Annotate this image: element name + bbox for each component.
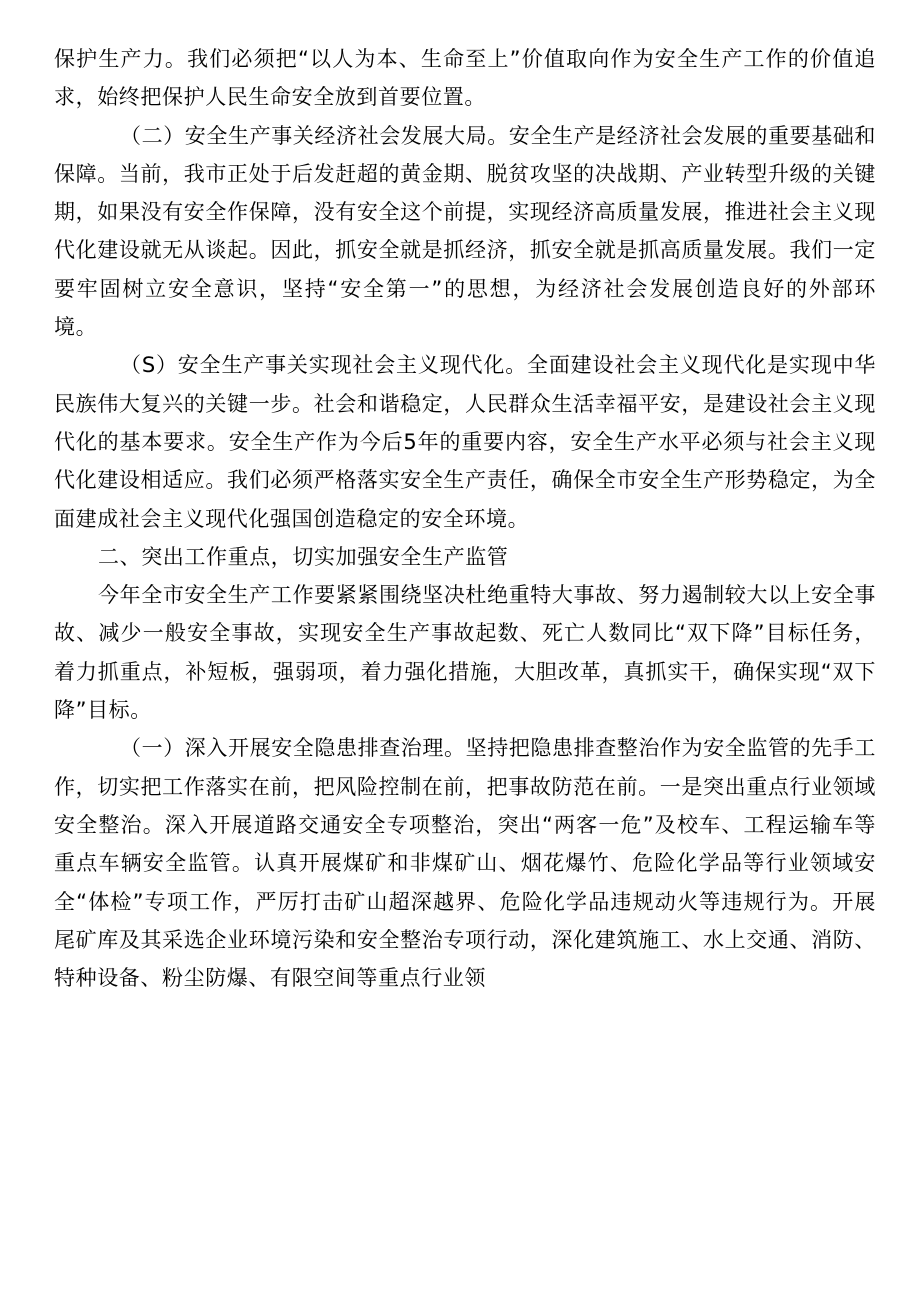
section-heading: 二、突出工作重点，切实加强安全生产监管 <box>98 544 509 569</box>
body-paragraph: 保护生产力。我们必须把“以人为本、生命至上”价值取向作为安全生产工作的价值追求，始终把保护人民生命安全放到首要位置。 <box>54 47 876 110</box>
body-paragraph-goals: 今年全市安全生产工作要紧紧围绕坚决杜绝重特大事故、努力遏制较大以上安全事故、减少一般安全事故，实现安全生产事故起数、死亡人数同比“双下降”目标任务，着力抓重点，补短板，强弱项，着力强化措施，大胆改革，真抓实干，确保实现“双下降”目标。 <box>54 583 876 723</box>
section-paragraph-hazard-inspection: （一）深入开展安全隐患排查治理。坚持把隐患排查整治作为安全监管的先手工作，切实把工作落实在前，把风险控制在前，把事故防范在前。一是突出重点行业领域安全整治。深入开展道路交通安全专项整治，突出“两客一危”及校车、工程运输车等重点车辆安全监管。认真开展煤矿和非煤矿山、烟花爆竹、危险化学品等行业领域安全“体检”专项工作，严厉打击矿山超深越界、危险化学品违规动火等违规行为。开展尾矿库及其采选企业环境污染和安全整治专项行动，深化建筑施工、水上交通、消防、特种设备、粉尘防爆、有限空间等重点行业领 <box>54 736 876 991</box>
section-paragraph-modernization: （S）安全生产事关实现社会主义现代化。全面建设社会主义现代化是实现中华民族伟大复兴的关键一步。社会和谐稳定，人民群众生活幸福平安，是建设社会主义现代化的基本要求。安全生产作为今后5年的重要内容，安全生产水平必须与社会主义现代化建设相适应。我们必须严格落实安全生产责任，确保全市安全生产形势稳定，为全面建成社会主义现代化强国创造稳定的安全环境。 <box>54 353 876 531</box>
document-page <box>54 40 876 997</box>
section-paragraph-economy: （二）安全生产事关经济社会发展大局。安全生产是经济社会发展的重要基础和保障。当前，我市正处于后发赶超的黄金期、脱贫攻坚的决战期、产业转型升级的关键期，如果没有安全作保障，没有安全这个前提，实现经济高质量发展，推进社会主义现代化建设就无从谈起。因此，抓安全就是抓经济，抓安全就是抓高质量发展。我们一定要牢固树立安全意识，坚持“安全第一”的思想，为经济社会发展创造良好的外部环境。 <box>54 123 876 340</box>
